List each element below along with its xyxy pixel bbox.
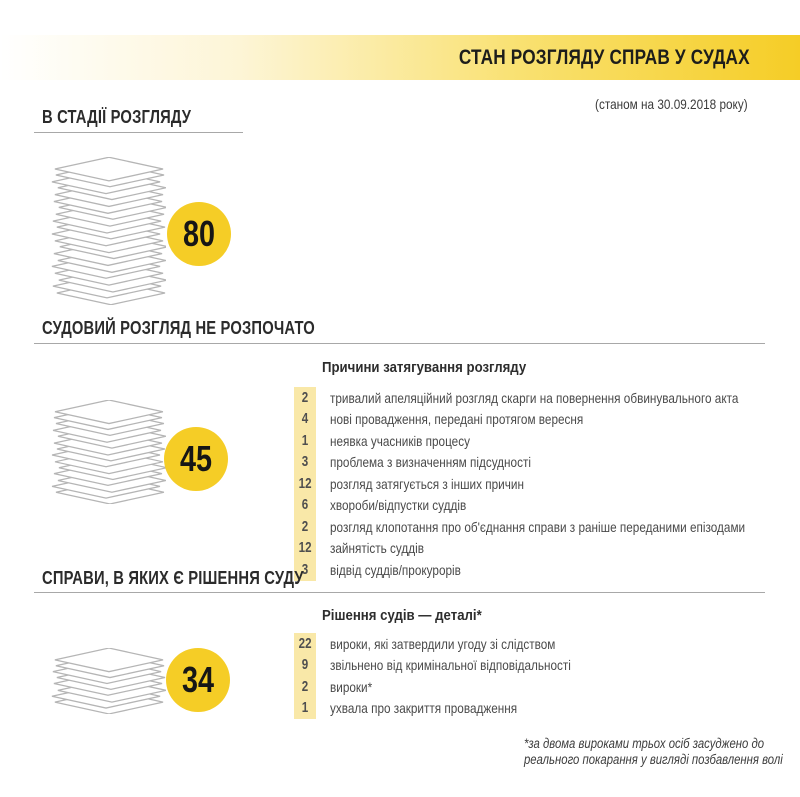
item-label: ухвала про закриття провадження — [330, 700, 518, 717]
item-count: 3 — [294, 559, 316, 581]
list-item — [294, 559, 800, 581]
count-badge-pending: 80 — [167, 202, 231, 266]
count-badge-decided: 34 — [166, 648, 230, 712]
item-count: 12 — [294, 538, 316, 560]
item-label: вироки, які затвердили угоду зі слідством — [330, 635, 556, 652]
section-heading-pending: В СТАДІЇ РОЗГЛЯДУ — [42, 107, 192, 127]
page-title: СТАН РОЗГЛЯДУ СПРАВ У СУДАХ — [459, 45, 750, 69]
list-item — [294, 409, 800, 431]
item-label: хвороби/відпустки суддів — [330, 497, 467, 514]
item-count: 22 — [294, 633, 316, 655]
list-item — [294, 538, 800, 560]
delay-reasons-list — [294, 387, 800, 581]
list-title-decisions: Рішення судів — деталі* — [322, 607, 482, 624]
item-label: проблема з визначенням підсудності — [330, 454, 531, 471]
list-item — [294, 430, 800, 452]
item-label: тривалий апеляційний розгляд скарги на повернення обвинувального акта — [330, 389, 739, 406]
section-heading-decided: СПРАВИ, В ЯКИХ Є РІШЕННЯ СУДУ — [42, 568, 304, 588]
item-label: розгляд затягується з інших причин — [330, 475, 524, 492]
section-rule — [34, 132, 243, 133]
paper-stack-icon — [48, 648, 166, 714]
item-label: відвід суддів/прокурорів — [330, 561, 461, 578]
section-heading-not-started: СУДОВИЙ РОЗГЛЯД НЕ РОЗПОЧАТО — [42, 318, 315, 338]
list-item — [294, 516, 800, 538]
paper-stack-icon — [48, 157, 166, 305]
section-rule — [34, 592, 765, 593]
item-count: 4 — [294, 409, 316, 431]
list-item — [294, 655, 617, 677]
item-label: вироки* — [330, 678, 373, 695]
list-item — [294, 495, 800, 517]
item-label: неявка учасників процесу — [330, 432, 470, 449]
item-count: 2 — [294, 387, 316, 409]
item-count: 1 — [294, 698, 316, 720]
paper-stack-icon — [48, 400, 166, 504]
list-item — [294, 387, 800, 409]
list-item — [294, 698, 617, 720]
footnote-line: реального покарання у вигляді позбавлення волі — [524, 751, 783, 767]
item-label: нові провадження, передані протягом вересня — [330, 411, 584, 428]
list-item — [294, 676, 617, 698]
item-label: звільнено від кримінальної відповідальності — [330, 657, 571, 674]
date-note: (станом на 30.09.2018 року) — [595, 96, 748, 112]
item-count: 2 — [294, 676, 316, 698]
item-count: 12 — [294, 473, 316, 495]
header-bar — [0, 35, 800, 80]
item-label: розгляд клопотання про об'єднання справи з раніше переданими епізодами — [330, 518, 746, 535]
item-count: 6 — [294, 495, 316, 517]
count-badge-not-started: 45 — [164, 427, 228, 491]
section-rule — [34, 343, 765, 344]
item-count: 3 — [294, 452, 316, 474]
item-count: 9 — [294, 655, 316, 677]
list-item — [294, 473, 800, 495]
list-item — [294, 452, 800, 474]
footnote-line: *за двома вироками трьох осіб засуджено до — [524, 736, 765, 751]
list-item — [294, 633, 617, 655]
decisions-list — [294, 633, 617, 719]
item-count: 2 — [294, 516, 316, 538]
item-label: зайнятість суддів — [330, 540, 424, 557]
list-title-delay-reasons: Причини затягування розгляду — [322, 359, 527, 376]
footnote — [524, 736, 800, 767]
item-count: 1 — [294, 430, 316, 452]
